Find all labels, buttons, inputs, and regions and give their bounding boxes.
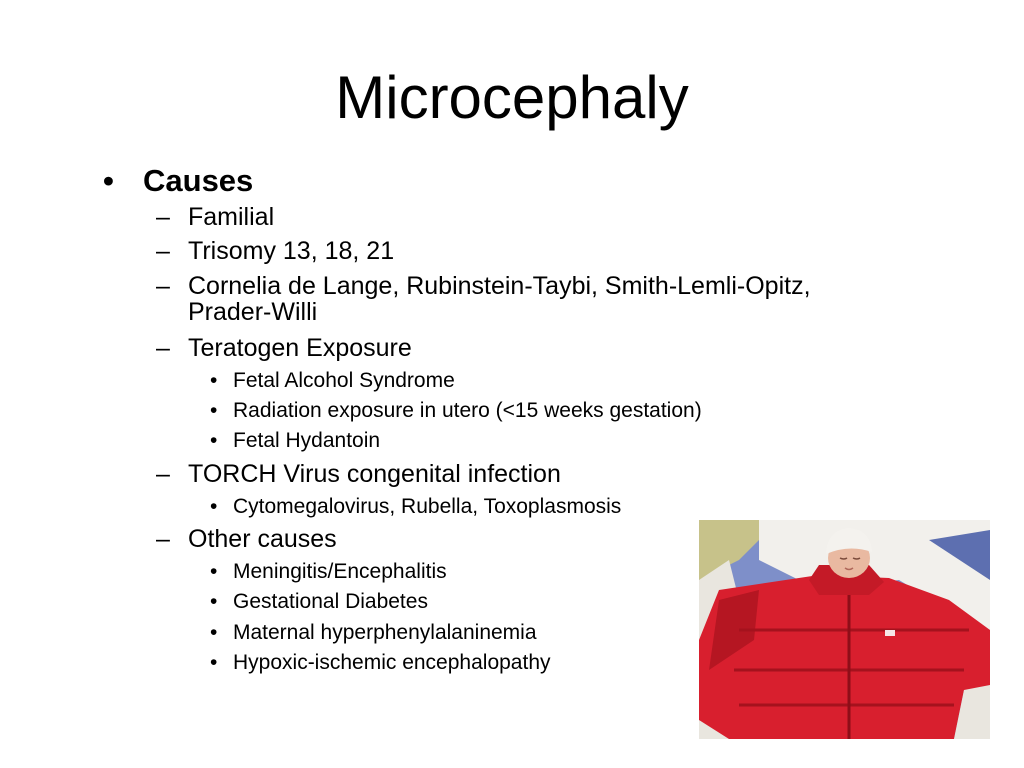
sub-list-item: Maternal hyperphenylalaninemia [233, 621, 537, 644]
bullet-marker: • [210, 560, 218, 583]
dash-marker: – [156, 525, 170, 553]
sub-list-item: Hypoxic-ischemic encephalopathy [233, 651, 551, 674]
dash-marker: – [156, 237, 170, 265]
sub-list-item: Meningitis/Encephalitis [233, 560, 447, 583]
list-item: Trisomy 13, 18, 21 [188, 237, 395, 265]
jacket-logo [885, 630, 895, 636]
infant-photo [699, 520, 990, 739]
list-item: Familial [188, 203, 275, 231]
dash-marker: – [156, 334, 170, 362]
list-item: Other causes [188, 525, 337, 553]
bullet-marker: • [210, 590, 218, 613]
bullet-marker: • [210, 651, 218, 674]
sub-list-item: Gestational Diabetes [233, 590, 428, 613]
bullet-marker: • [210, 369, 218, 392]
causes-heading: Causes [143, 163, 254, 198]
dash-marker: – [156, 460, 170, 488]
sub-list-item: Radiation exposure in utero (<15 weeks gestation) [233, 399, 702, 422]
bullet-marker: • [103, 163, 114, 198]
bullet-marker: • [210, 429, 218, 452]
dash-marker: – [156, 272, 170, 300]
list-item: TORCH Virus congenital infection [188, 460, 561, 488]
dash-marker: – [156, 203, 170, 231]
bullet-marker: • [210, 399, 218, 422]
bullet-marker: • [210, 495, 218, 518]
list-item-continuation: Prader-Willi [188, 298, 318, 326]
sub-list-item: Fetal Alcohol Syndrome [233, 369, 455, 392]
list-item: Cornelia de Lange, Rubinstein-Taybi, Smith-Lemli-Opitz, [188, 272, 811, 300]
slide-title: Microcephaly [335, 64, 689, 131]
list-item: Teratogen Exposure [188, 334, 412, 362]
bullet-marker: • [210, 621, 218, 644]
sub-list-item: Fetal Hydantoin [233, 429, 381, 452]
infant-illustration [699, 520, 990, 739]
sub-list-item: Cytomegalovirus, Rubella, Toxoplasmosis [233, 495, 622, 518]
